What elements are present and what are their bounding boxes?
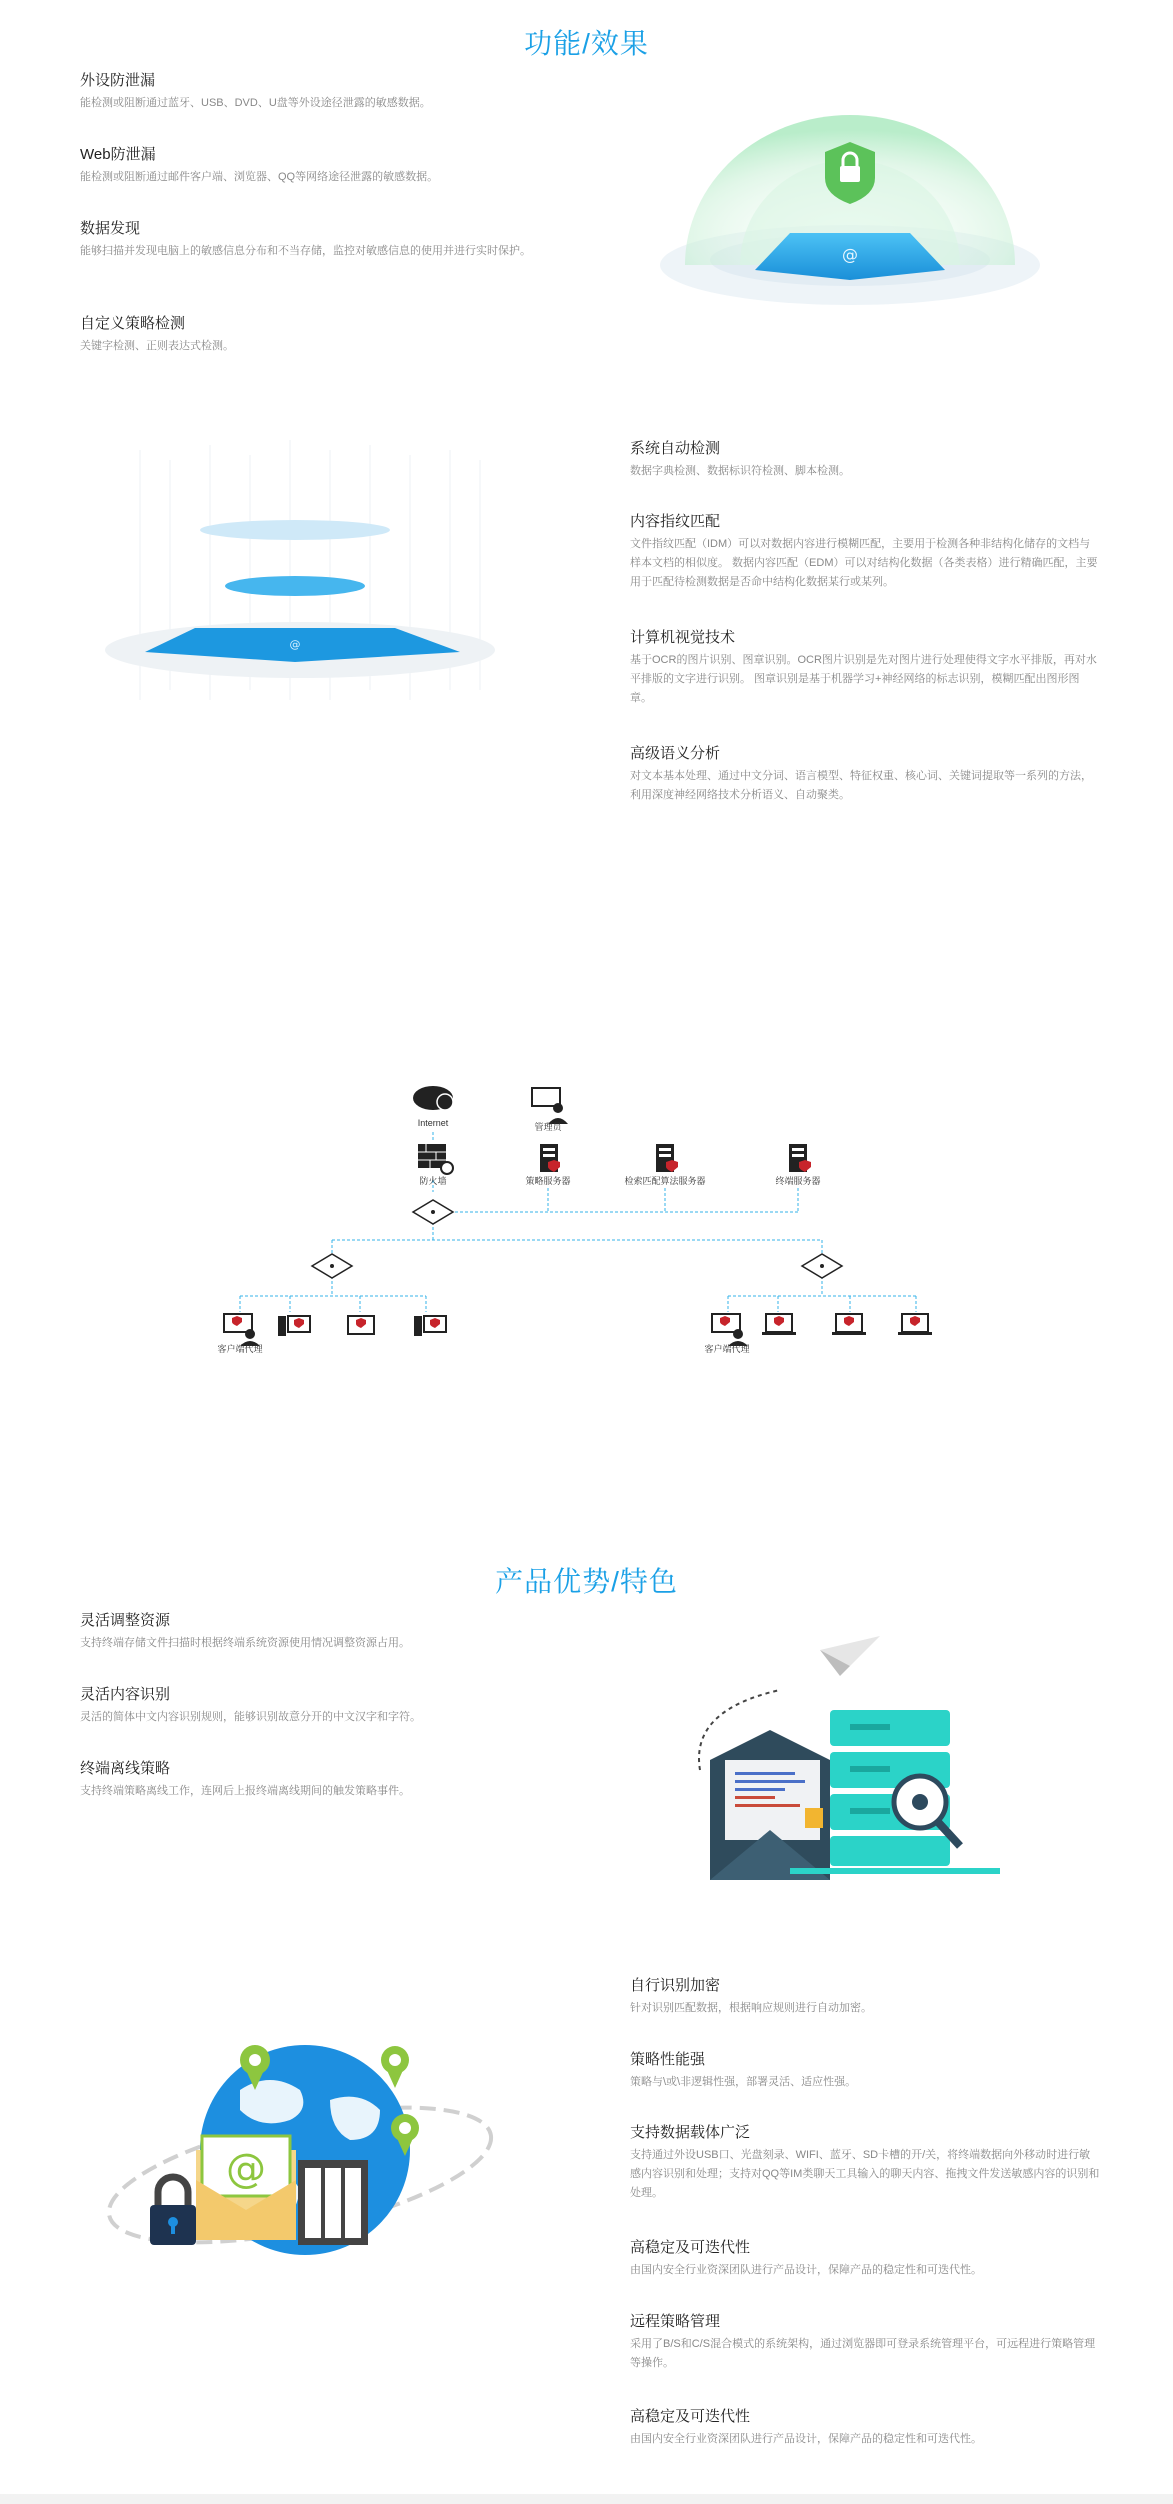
left-switch-icon	[312, 1254, 352, 1278]
feature-title: 外设防泄漏	[80, 72, 156, 89]
feature-title: Web防泄漏	[80, 146, 156, 163]
pc-client-icon	[414, 1316, 446, 1336]
feature-desc: 由国内安全行业资深团队进行产品设计，保障产品的稳定性和可迭代性。	[630, 2264, 982, 2276]
feature-title: 计算机视觉技术	[630, 629, 736, 646]
policy-server-icon	[540, 1144, 560, 1172]
network-topology-diagram	[200, 1080, 960, 1370]
feature-desc: 能检测或阻断通过邮件客户端、浏览器、QQ等网络途径泄露的敏感数据。	[80, 171, 439, 183]
feature-desc: 关键字检测、正则表达式检测。	[80, 340, 234, 352]
feature-title: 内容指纹匹配	[630, 513, 721, 530]
svg-text:@: @	[226, 2146, 266, 2192]
feature-title: 高级语义分析	[630, 745, 721, 762]
admin-icon	[532, 1088, 568, 1124]
feature-desc: 支持终端存储文件扫描时根据终端系统资源使用情况调整资源占用。	[80, 1637, 410, 1649]
feature-desc: 支持通过外设USB口、光盘刻录、WIFI、蓝牙、SD卡槽的开/关，将终端数据向外移动时进行敏感内容识别和处理；支持对QQ等IM类聊天工具输入的聊天内容、拖拽文件发送敏感内容的识别和处理。	[630, 2149, 1100, 2199]
feature-desc: 灵活的简体中文内容识别规则，能够识别故意分开的中文汉字和字符。	[80, 1711, 421, 1723]
footer-divider	[0, 2494, 1173, 2504]
feature-title: 数据发现	[80, 220, 141, 237]
feature-auto-detect	[630, 438, 1100, 481]
laptop-client-icon	[898, 1314, 932, 1335]
core-switch-icon	[413, 1200, 453, 1224]
advantage-stability	[630, 2237, 1100, 2280]
data-layers-illustration	[100, 440, 520, 710]
feature-title: 自定义策略检测	[80, 315, 186, 332]
internet-label: Internet	[417, 1118, 449, 1128]
feature-title: 远程策略管理	[630, 2313, 721, 2330]
feature-fingerprint-match	[630, 511, 1100, 592]
location-pin-icon	[381, 2046, 409, 2088]
firewall-icon	[418, 1144, 453, 1174]
svg-text:@: @	[289, 638, 301, 651]
server-rack-icon	[298, 2160, 368, 2245]
advantage-auto-encrypt	[630, 1975, 1100, 2018]
pc-client-icon	[278, 1316, 310, 1336]
feature-custom-policy	[80, 313, 560, 356]
feature-title: 自行识别加密	[630, 1977, 721, 1994]
advantage-offline-policy	[80, 1758, 560, 1801]
advantage-content-recognition	[80, 1684, 560, 1727]
feature-desc: 文件指纹匹配（IDM）可以对数据内容进行模糊匹配，主要用于检测各种非结构化储存的文档与样本文档的相似度。 数据内容匹配（EDM）可以对结构化数据（各类表格）进行精确匹配，主要用于匹配待检测数据是否命中结构化数据某行或某列。	[630, 538, 1098, 588]
shield-dome-illustration	[640, 100, 1060, 330]
internet-cloud-icon	[413, 1086, 453, 1110]
feature-computer-vision	[630, 627, 1100, 708]
feature-title: 系统自动检测	[630, 440, 721, 457]
feature-desc: 基于OCR的图片识别、图章识别。OCR图片识别是先对图片进行处理使得文字水平排版，再对水平排版的文字进行识别。 图章识别是基于机器学习+神经网络的标志识别，模糊匹配出图形图章。	[630, 654, 1097, 704]
pc-client-icon	[348, 1316, 374, 1334]
client-agent-label-right: 客户端代理	[704, 1344, 750, 1354]
admin-label: 管理员	[534, 1122, 562, 1132]
feature-data-discovery	[80, 218, 560, 261]
advantage-stability-2	[630, 2406, 1100, 2449]
right-switch-icon	[802, 1254, 842, 1278]
advantage-remote-policy	[630, 2311, 1100, 2373]
feature-desc: 能够扫描并发现电脑上的敏感信息分布和不当存储，监控对敏感信息的使用并进行实时保护。	[80, 245, 531, 257]
client-agent-label-left: 客户端代理	[217, 1344, 263, 1354]
svg-text:@: @	[842, 245, 858, 264]
advantage-policy-strength	[630, 2049, 1100, 2092]
feature-desc: 能检测或阻断通过蓝牙、USB、DVD、U盘等外设途径泄露的敏感数据。	[80, 97, 431, 109]
padlock-icon	[150, 2177, 196, 2245]
terminal-server-label: 终端服务器	[775, 1176, 821, 1186]
feature-desc: 数据字典检测、数据标识符检测、脚本检测。	[630, 465, 850, 477]
laptop-client-icon	[832, 1314, 866, 1335]
policy-server-label: 策略服务器	[525, 1176, 571, 1186]
feature-title: 灵活调整资源	[80, 1612, 171, 1629]
firewall-label: 防火墙	[419, 1176, 447, 1186]
feature-title: 灵活内容识别	[80, 1686, 171, 1703]
globe-illustration	[100, 2030, 510, 2280]
envelope-server-illustration	[680, 1630, 1010, 1910]
advantage-data-carrier	[630, 2122, 1100, 2203]
feature-title: 高稳定及可迭代性	[630, 2408, 751, 2425]
feature-semantic-analysis	[630, 743, 1100, 805]
feature-title: 高稳定及可迭代性	[630, 2239, 751, 2256]
feature-desc: 采用了B/S和C/S混合模式的系统架构，通过浏览器即可登录系统管理平台，可远程进行策略管理等操作。	[630, 2338, 1096, 2369]
laptop-client-icon	[762, 1314, 796, 1335]
feature-peripheral-leak	[80, 70, 560, 113]
feature-desc: 策略与\或\非逻辑性强，部署灵活、适应性强。	[630, 2076, 857, 2088]
advantages-title: 产品优势/特色	[495, 1566, 678, 1597]
advantage-resource-adjust	[80, 1610, 560, 1653]
search-server-icon	[656, 1144, 678, 1172]
search-server-label: 检索匹配算法服务器	[624, 1176, 706, 1186]
terminal-server-icon	[789, 1144, 811, 1172]
functions-title: 功能/效果	[524, 28, 649, 59]
feature-desc: 由国内安全行业资深团队进行产品设计，保障产品的稳定性和可迭代性。	[630, 2433, 982, 2445]
feature-desc: 支持终端策略离线工作，连网后上报终端离线期间的触发策略事件。	[80, 1785, 410, 1797]
feature-title: 策略性能强	[630, 2051, 706, 2068]
feature-title: 终端离线策略	[80, 1760, 171, 1777]
feature-desc: 针对识别匹配数据，根据响应规则进行自动加密。	[630, 2002, 872, 2014]
feature-desc: 对文本基本处理、通过中文分词、语言模型、特征权重、核心词、关键词提取等一系列的方法，利用深度神经网络技术分析语义、自动聚类。	[630, 770, 1092, 801]
feature-web-leak	[80, 144, 560, 187]
feature-title: 支持数据载体广泛	[630, 2124, 751, 2141]
